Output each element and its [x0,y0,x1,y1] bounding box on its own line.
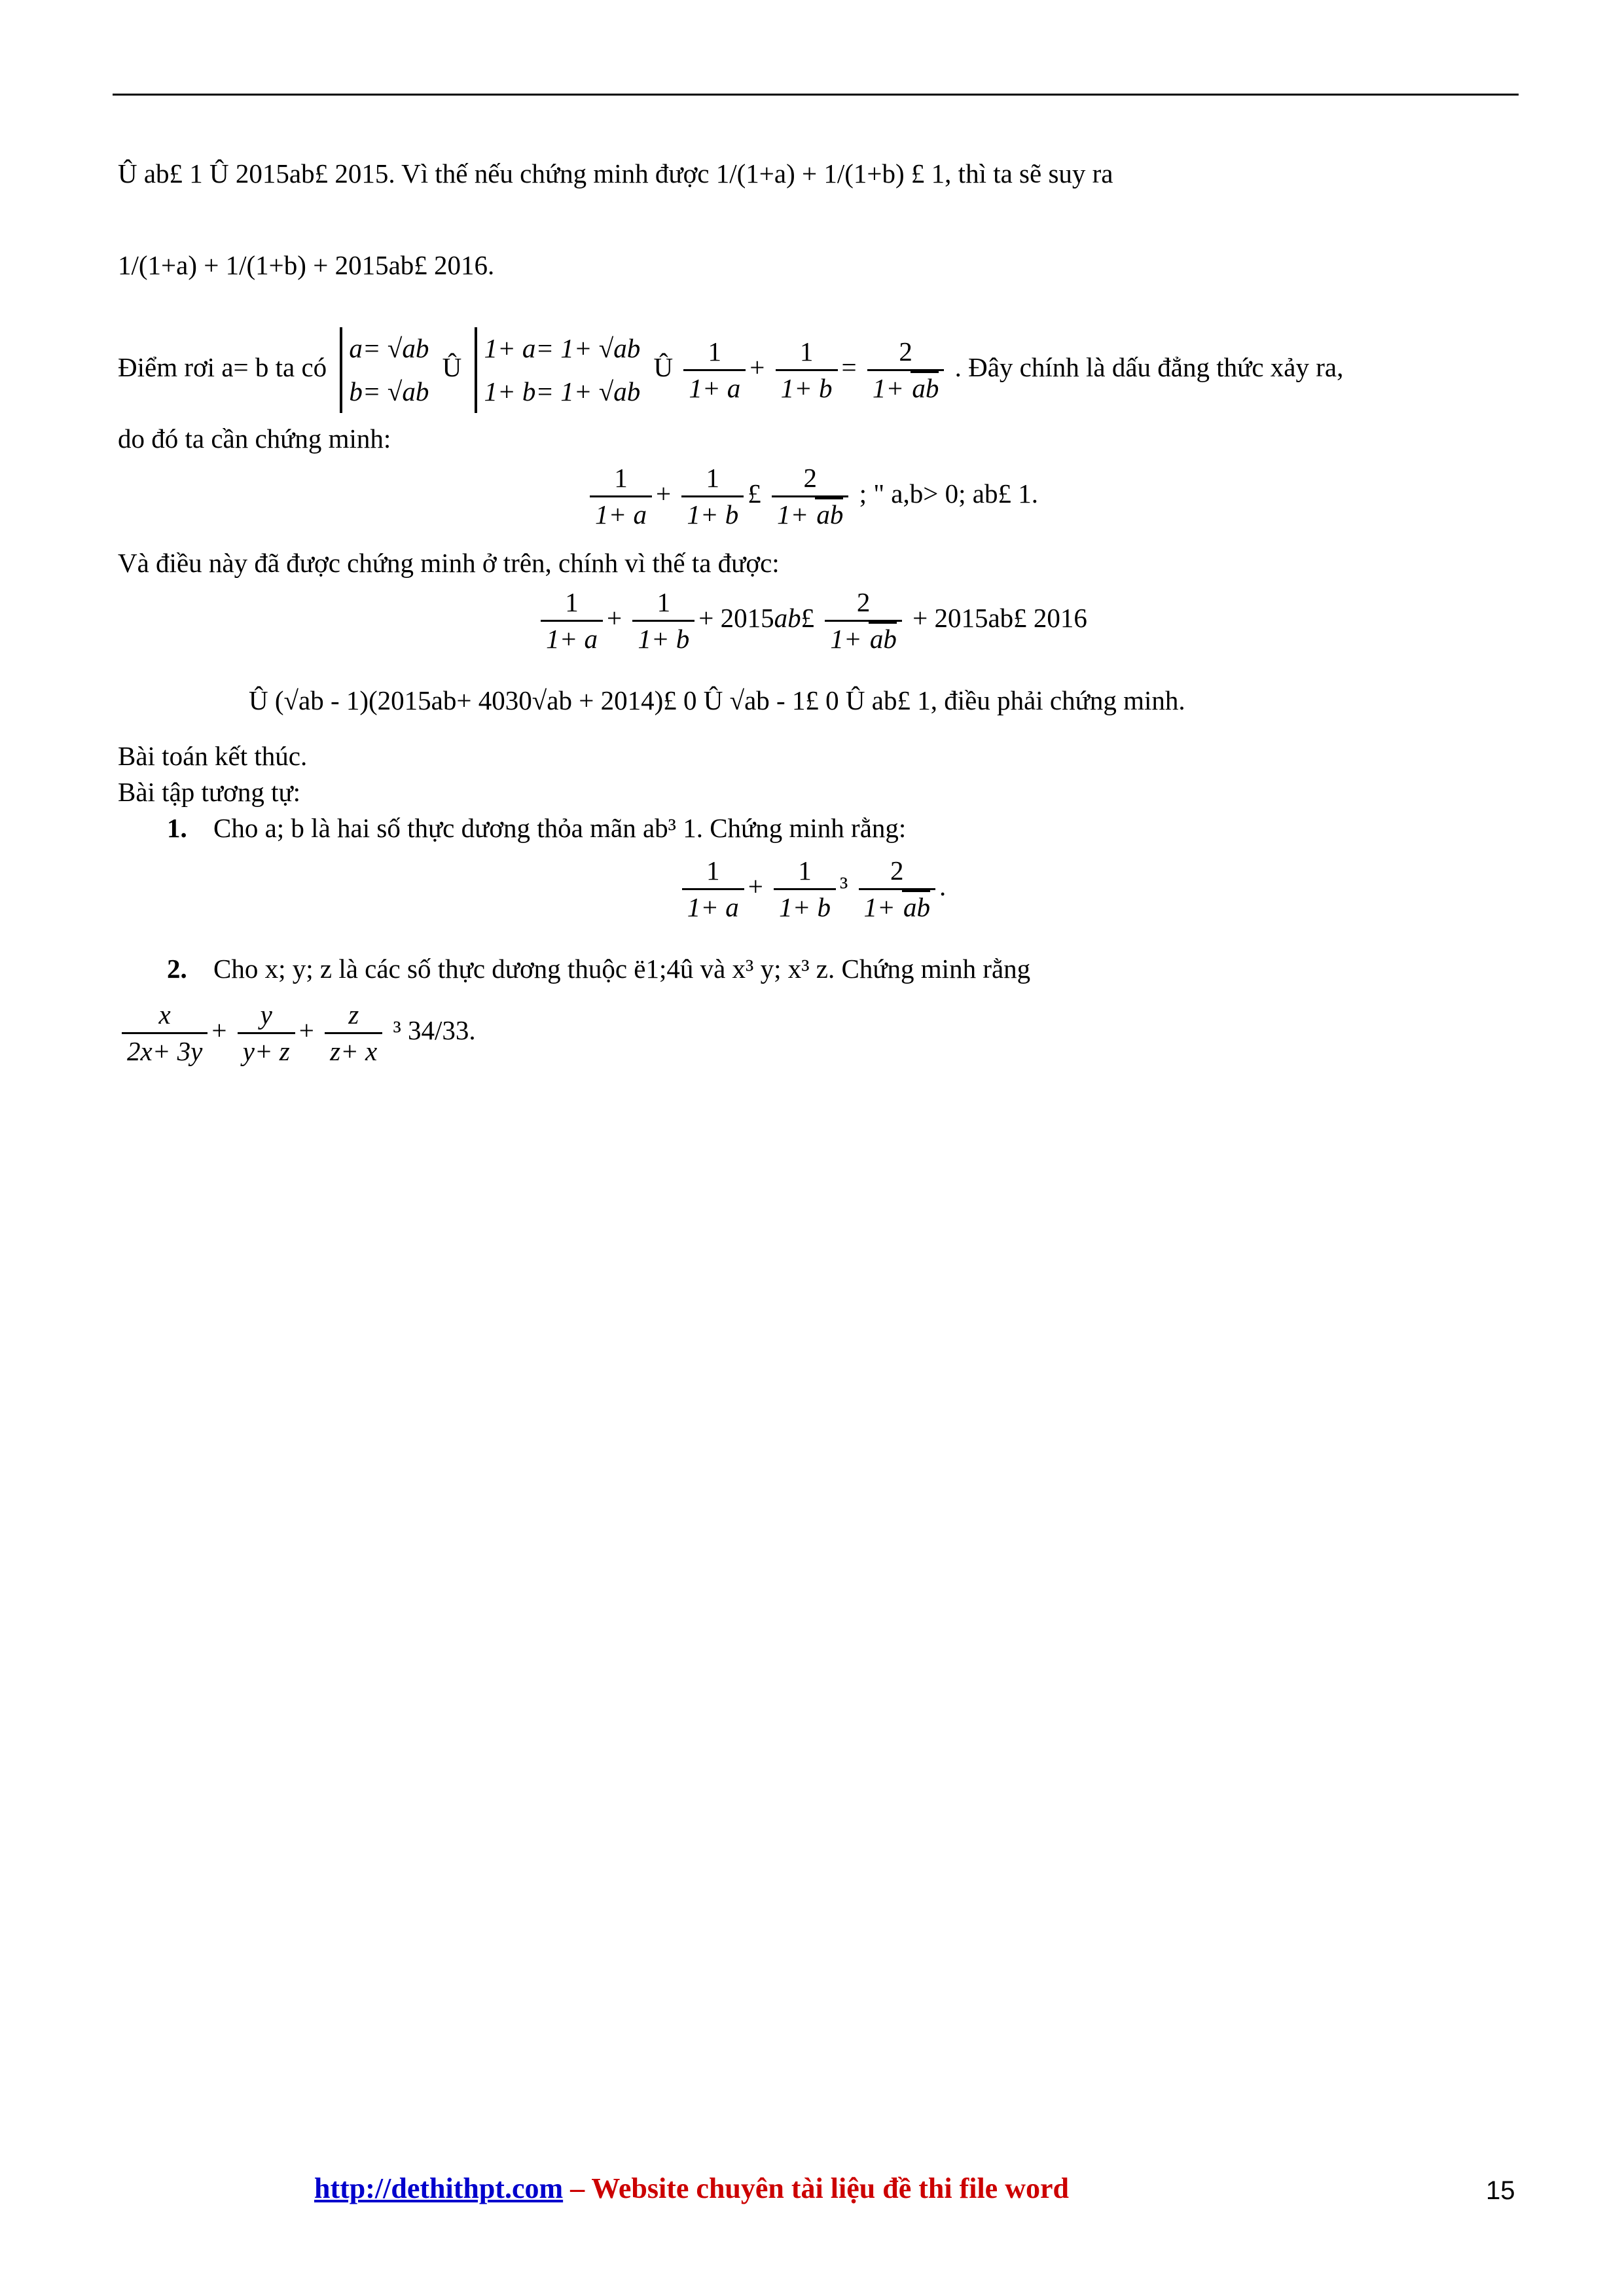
formula-text: Û (√ab - 1)(2015ab+ 4030√ab + 2014)£ 0 Û √ab - 1£ 0 Û ab£ 1, điều phải chứng minh. [249,685,1185,715]
paragraph-text: Điểm rơi a= b ta có [118,352,327,382]
paragraph-text: Và điều này đã được chứng minh ở trên, chính vì thế ta được: [118,548,780,578]
paragraph-text: Bài toán kết thúc. [118,741,308,771]
list-number: 2. [167,954,187,984]
fraction: $\frac{1}{1+ a}$ [682,857,744,921]
cases-brace-2: 1+ a= 1+ √ab 1+ b= 1+ √ab [475,327,640,413]
fraction: $\frac{2}{1+ ab}$ [859,857,935,921]
fraction: $\frac{1}{1+ a}$ [541,589,603,653]
similar-title [118,779,300,806]
inequality-2: $\frac{1}{1+ a}$ + $\frac{1}{1+ b}$ + 2015ab£ $\frac{2}{1+ ab}$ + 2015ab£ 2016 [0,589,1624,653]
footer-link[interactable]: http://dethithpt.com [314,2172,564,2204]
fraction: $\frac{z}{z+ x}$ [325,1001,382,1065]
text-end [118,743,307,770]
text-line-1 [118,160,1113,187]
paragraph-text: do đó ta cần chứng minh: [118,423,391,454]
paragraph-text: Cho a; b là hai số thực dương thỏa mãn ab³ 1. Chứng minh rằng: [213,813,907,843]
footer-tagline: – Website chuyên tài liệu đề thi file word [570,2172,1069,2204]
footer [314,2172,1069,2205]
section-title: Bài tập tương tự: [118,777,301,807]
formula-text: + 2015ab£ 2016 [912,602,1087,633]
formula-text: ; " a,b> 0; ab£ 1. [859,478,1038,509]
fraction: $\frac{x}{2x+ 3y}$ [122,1001,208,1065]
text-line-4 [118,425,391,452]
text-line-5 [118,550,780,577]
header-rule [113,94,1519,96]
paragraph-text: Cho x; y; z là các số thực dương thuộc ë1;4û và x³ y; x³ z. Chứng minh rằng [213,954,1031,984]
fraction: $\frac{2}{1+ ab}$ [772,465,848,528]
formula-text: 1/(1+a) + 1/(1+b) + 2015ab£ 2016. [118,250,495,280]
fraction: $\frac{1}{1+ b}$ [776,338,838,402]
fraction: $\frac{1}{1+ b}$ [681,465,744,528]
exercise-2-inequality: $\frac{x}{2x+ 3y}$ + $\frac{y}{y+ z}$ + $\frac{z}{z+ x}$ ³ 34/33. [118,1001,476,1065]
text-line-3: Điểm rơi a= b ta có a= √ab b= √ab Û 1+ a= 1+ √ab 1+ b= 1+ √ab Û $\frac{1}{1+ a}$ + $\frac{1}{1+ b}$ = $\frac{2}{1+ ab}$ . Đây chính là dấu đẳng thức xảy ra, [118,327,1343,413]
formula-text: ³ 34/33. [393,1014,476,1045]
fraction: $\frac{2}{1+ ab}$ [867,338,944,402]
fraction: $\frac{2}{1+ ab}$ [825,589,901,653]
text-line-2 [118,252,494,279]
paragraph-text: . Đây chính là dấu đẳng thức xảy ra, [954,352,1344,382]
text-line-7 [249,687,1185,714]
inequality-1: $\frac{1}{1+ a}$ + $\frac{1}{1+ b}$ £ $\frac{2}{1+ ab}$ ; " a,b> 0; ab£ 1. [0,465,1624,528]
fraction: $\frac{y}{y+ z}$ [238,1001,295,1065]
exercise-1 [167,815,906,842]
page-number: 15 [1486,2176,1515,2205]
list-number: 1. [167,813,187,843]
exercise-1-inequality: $\frac{1}{1+ a}$ + $\frac{1}{1+ b}$ ³ $\frac{2}{1+ ab}$ . [0,857,1624,921]
exercise-2 [167,956,1030,982]
fraction: $\frac{1}{1+ b}$ [632,589,695,653]
fraction: $\frac{1}{1+ b}$ [774,857,836,921]
fraction: $\frac{1}{1+ a}$ [683,338,746,402]
paragraph-text: Û ab£ 1 Û 2015ab£ 2015. Vì thế nếu chứng minh được 1/(1+a) + 1/(1+b) £ 1, thì ta sẽ suy ra [118,158,1113,188]
cases-brace: a= √ab b= √ab [340,327,429,413]
fraction: $\frac{1}{1+ a}$ [590,465,652,528]
